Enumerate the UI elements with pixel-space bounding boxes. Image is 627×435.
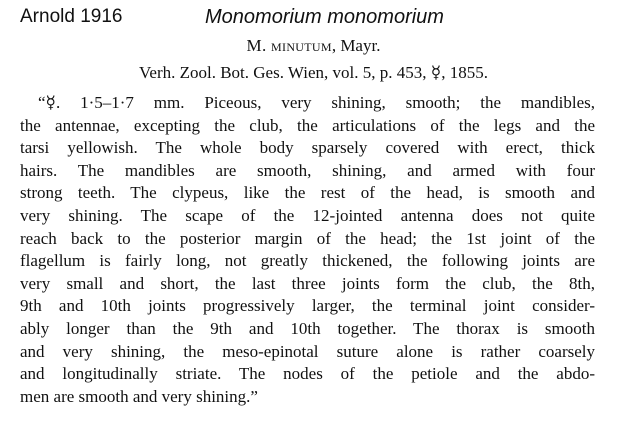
citation-line: Verh. Zool. Bot. Ges. Wien, vol. 5, p. 453, ☿, 1855. [139, 63, 488, 82]
synonym-heading [0, 36, 627, 56]
text-line: strong teeth. The clypeus, like the rest of the head, is smooth and [20, 183, 595, 203]
text-line: very shining. The scape of the 12-jointed antenna does not quite [20, 205, 595, 225]
species-title: Monomorium monomorium [205, 6, 444, 28]
text-line: and longitudinally striate. The nodes of the petiole and the abdo- [20, 364, 595, 384]
text-line: tarsi yellowish. The whole body sparsely covered with erect, thick [20, 138, 595, 158]
text-line: men are smooth and very shining.” [20, 386, 258, 406]
text-line: ably longer than the 9th and 10th together. The thorax is smooth [20, 318, 595, 338]
text-line: hairs. The mandibles are smooth, shining, and armed with four [20, 160, 595, 180]
source-label: Arnold 1916 [20, 6, 123, 27]
text-line: 9th and 10th joints progressively larger, the terminal joint consider- [20, 296, 595, 316]
text-line: “☿. 1·5–1·7 mm. Piceous, very shining, smooth; the mandibles, [38, 93, 595, 112]
text-line: very small and short, the last three joints form the club, the 8th, [20, 273, 595, 293]
text-line: the antennae, excepting the club, the articulations of the legs and the [20, 115, 595, 135]
description-paragraph [20, 92, 595, 408]
text-line: reach back to the posterior margin of the head; the 1st joint of the [20, 228, 595, 248]
text-line: flagellum is fairly long, not greatly thickened, the following joints are [20, 251, 595, 271]
text-line: and very shining, the meso-epinotal suture alone is rather coarsely [20, 341, 595, 361]
synonym-name: M. minutum [246, 36, 332, 55]
synonym-author: , Mayr. [331, 36, 381, 55]
